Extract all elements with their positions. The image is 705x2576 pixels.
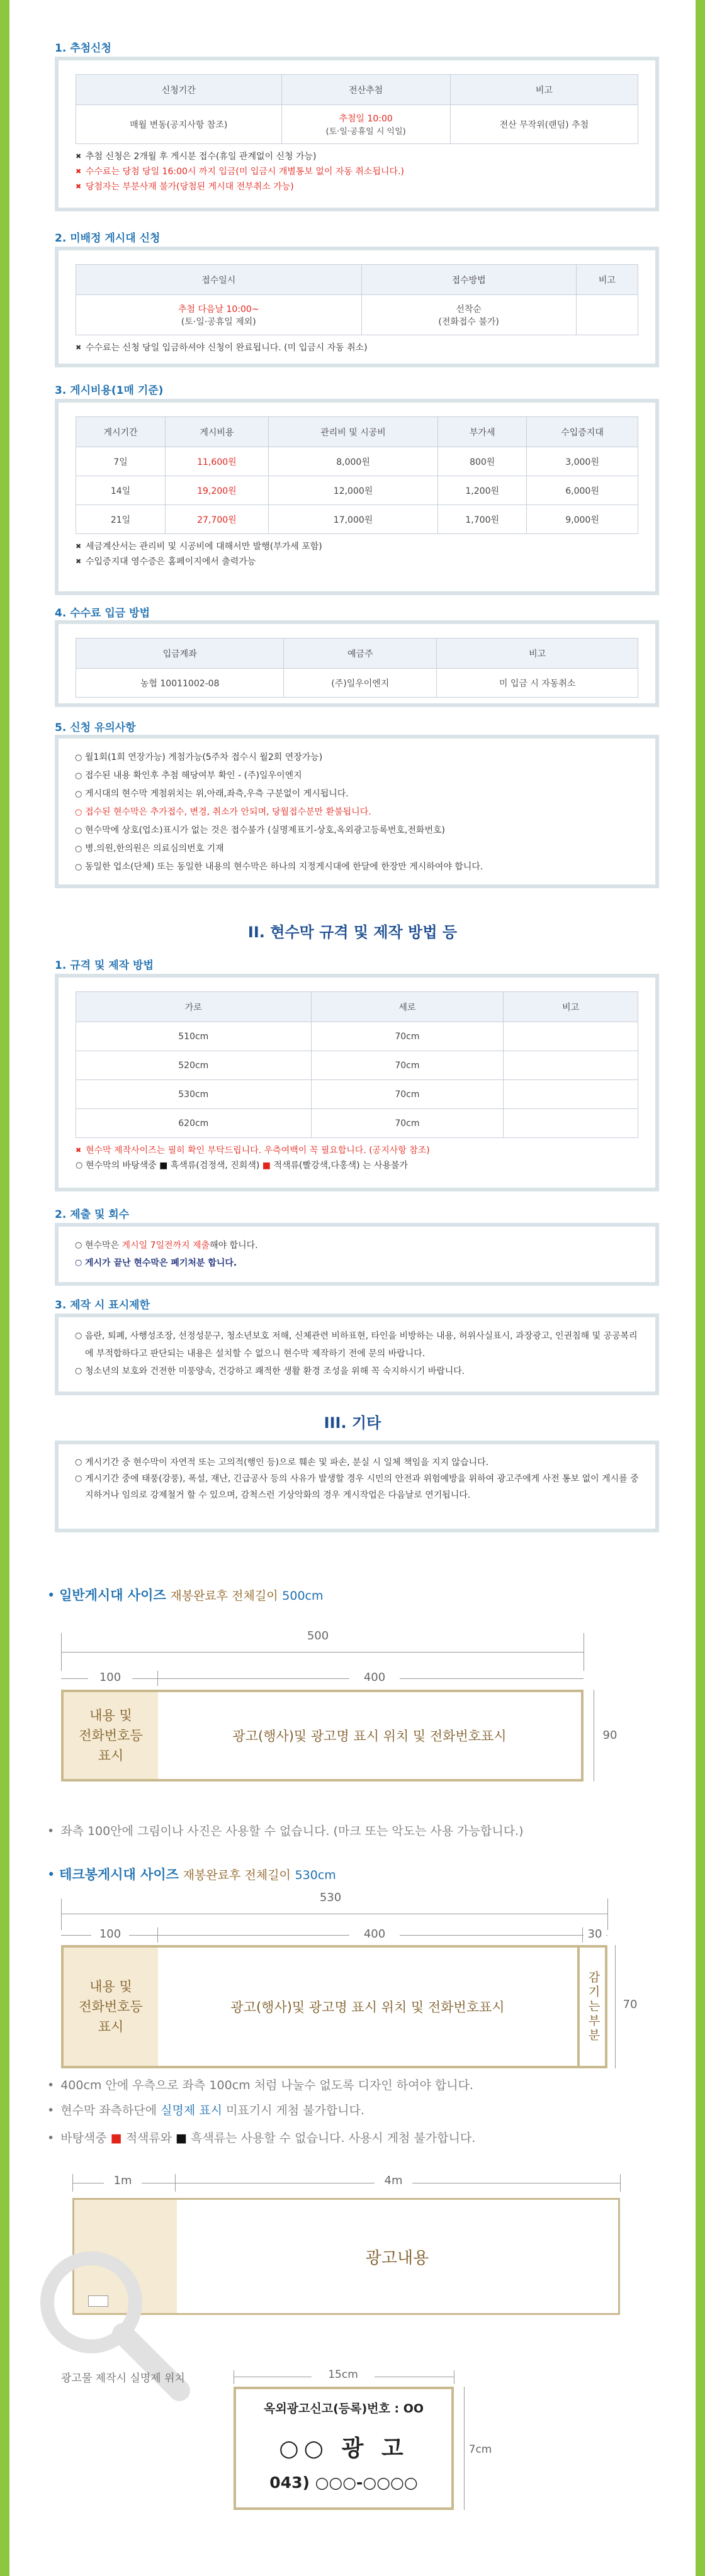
note: ○ 게시대의 현수막 게첨위치는 위,아래,좌측,우측 구분없이 게시됩니다.: [75, 785, 639, 803]
th: 입금계좌: [76, 638, 284, 669]
td-time: [76, 295, 362, 335]
board-left-cell: 내용 및 전화번호등 표시: [64, 1948, 158, 2066]
precaution-notes: [75, 749, 639, 876]
title-part: 재봉완료후 전체길이: [183, 1868, 291, 1882]
dim-line-parts: [61, 1678, 584, 1679]
heading-etc: III. 기타: [324, 1414, 381, 1432]
label-company: ○○ 광 고: [279, 2436, 409, 2462]
cell: [504, 1109, 638, 1138]
note-part: 적색류(빨강색,다홍색): [273, 1161, 360, 1171]
section-spec-box: [55, 974, 659, 1191]
table-row: [76, 1051, 638, 1080]
section-payment-box: [55, 620, 659, 707]
note-part: 해야 합니다.: [210, 1241, 258, 1251]
cell: 14일: [76, 476, 166, 505]
black-square-icon: ■: [159, 1161, 168, 1171]
tech-board-title: • 테크봉게시대 사이즈 재봉완료후 전체길이 530cm: [47, 1867, 336, 1882]
th: 부가세: [438, 417, 527, 447]
table-row: [76, 1022, 638, 1051]
cell: 농협 10011002-08: [76, 669, 284, 698]
table-row: [76, 447, 638, 476]
method-sub: (전화접수 불가): [438, 316, 499, 327]
general-board: [61, 1690, 584, 1781]
th: 비고: [504, 992, 638, 1022]
note-colors: [76, 1158, 638, 1173]
section-title-restriction: 3. 제작 시 표시제한: [55, 1299, 150, 1312]
unassigned-table: [76, 264, 638, 335]
dim-width: 15cm: [312, 2368, 375, 2381]
section-submit-box: [55, 1223, 659, 1286]
time-value: 추첨 다음날 10:00~: [178, 304, 259, 315]
section-title-apply: 1. 추첨신청: [55, 42, 111, 55]
section-cost-box: [55, 399, 659, 595]
th: 수입증지대: [527, 417, 638, 447]
unassigned-notes: [76, 340, 638, 355]
note: ✖ 수수료는 신청 당일 입금하셔야 신청이 완료됩니다. (미 입금시 자동 취소): [76, 340, 638, 355]
th: 가로: [76, 992, 312, 1022]
section-unassigned-box: [55, 247, 659, 367]
spec-notes: [76, 1143, 638, 1173]
cell: 7일: [76, 447, 166, 476]
note-part: 현수막은: [85, 1241, 122, 1251]
dim-tick: [61, 1633, 62, 1671]
dim-tick: [61, 1899, 62, 1930]
method-value: 선착순: [456, 304, 482, 315]
label-registration: 옥외광고신고(등록)번호 : OO: [263, 2402, 424, 2416]
table-row: [76, 1080, 638, 1109]
title-part: 일반게시대 사이즈: [59, 1588, 166, 1603]
section-title-payment: 4. 수수료 입금 방법: [55, 607, 150, 620]
cost-notes: [76, 539, 638, 569]
red-square-icon: ■: [262, 1161, 271, 1171]
section-title-cost: 3. 게시비용(1매 기준): [55, 384, 164, 397]
board-main-cell: 광고(행사)및 광고명 표시 위치 및 전화번호표시: [158, 1948, 580, 2066]
cell: 17,000원: [268, 505, 438, 534]
cell: 27,700원: [166, 505, 269, 534]
th-time: 접수일시: [76, 265, 362, 295]
cell: 9,000원: [527, 505, 638, 534]
cell: 70cm: [311, 1080, 504, 1109]
red-square-icon: ■: [110, 2131, 122, 2145]
th: 관리비 및 시공비: [268, 417, 438, 447]
section-title-spec: 1. 규격 및 제작 방법: [55, 959, 154, 972]
dim-tick: [175, 2174, 176, 2192]
td-method: [361, 295, 576, 335]
note-part: 적색류와: [125, 2131, 172, 2145]
dim-height-line: [464, 2387, 465, 2510]
board-roll-cell: 감기는부분: [586, 1970, 601, 2043]
cell: 19,200원: [166, 476, 269, 505]
th: 세로: [311, 992, 504, 1022]
cell: [504, 1022, 638, 1051]
dim-height-line: [615, 1945, 616, 2068]
dim-left: 100: [91, 1927, 129, 1941]
note-part: 바탕색중: [60, 2131, 111, 2145]
dim-1m: 1m: [104, 2174, 142, 2187]
note-part: 실명제 표시: [161, 2104, 222, 2117]
cell: 70cm: [311, 1109, 504, 1138]
note: ✖ 수입증지대 영수증은 홈페이지에서 출력가능: [76, 554, 638, 569]
section-apply-box: [55, 57, 659, 211]
dim-right: 30: [584, 1927, 606, 1941]
label-sample: [234, 2387, 454, 2510]
note: ○ 청소년의 보호와 건전한 미풍양속, 건강하고 쾌적한 생활 환경 조성을 위해 꼭 숙지하시기 바랍니다.: [75, 1363, 639, 1380]
cell: 70cm: [311, 1022, 504, 1051]
cell: 520cm: [76, 1051, 312, 1080]
note: ○ 접수된 현수막은 추가접수, 변경, 취소가 안되며, 당월접수분만 환불됩니다.: [75, 803, 639, 822]
cell: [504, 1051, 638, 1080]
cell: [504, 1080, 638, 1109]
table-row: [76, 1109, 638, 1138]
cell: 6,000원: [527, 476, 638, 505]
draw-holiday: (토·일·공휴일 시 익일): [325, 127, 406, 137]
th-draw: 전산추첨: [281, 75, 450, 105]
apply-notes: [76, 149, 638, 194]
dim-tick: [157, 1927, 158, 1943]
section-precautions-box: [55, 735, 659, 888]
section-etc-box: [55, 1441, 659, 1532]
dim-total: 500: [280, 1629, 356, 1642]
note-part: 흑색류는 사용할 수 없습니다. 사용시 게첨 불가합니다.: [191, 2131, 476, 2145]
cell: 1,700원: [438, 505, 527, 534]
dim-height: 7cm: [468, 2443, 492, 2456]
submit-notes: [75, 1237, 639, 1272]
note: ✖ 당첨자는 부분사재 불가(당첨된 게시대 전부취소 가능): [76, 179, 638, 194]
dim-line-parts: [61, 1935, 607, 1936]
dim-left: 100: [88, 1671, 132, 1684]
section-title-precautions: 5. 신청 유의사항: [55, 722, 136, 734]
general-board-title: • 일반게시대 사이즈 재봉완료후 전체길이 500cm: [47, 1588, 324, 1603]
section-restriction-box: [55, 1313, 659, 1395]
note: ✖ 수수료는 당첨 당일 16:00시 까지 입금(미 입금시 개별통보 없이 자동 취소됩니다.): [76, 164, 638, 179]
dim-line-total: [61, 1652, 584, 1653]
title-part: 재봉완료후 전체길이: [170, 1589, 278, 1603]
black-square-icon: ■: [176, 2131, 188, 2145]
dim-tick: [72, 2174, 73, 2192]
table-row: [76, 476, 638, 505]
note: ○ 접수된 내용 확인후 추첨 해당여부 확인 - (주)일우이엔지: [75, 767, 639, 785]
cell: 21일: [76, 505, 166, 534]
td-draw-note: 전산 무작위(랜덤) 추첨: [450, 105, 638, 144]
note: ✖ 현수막 제작사이즈는 필히 확인 부탁드립니다. 우측여백이 꼭 필요합니다. (공지사항 참조): [76, 1143, 638, 1158]
apply-table: [76, 74, 638, 144]
note: ○ 게시기간 중에 태풍(강풍), 폭설, 재난, 긴급공사 등의 사유가 발생할 경우 시민의 안전과 위험예방을 위하여 광고주에게 사전 통보 없이 게시를 중지하거나 임의로 강제철거 할 수 있으며, 감척스런 기상악화의 경우 게시작업은 다음날로 연기됩니다.: [75, 1471, 639, 1503]
note-part: 현수막 좌측하단에: [60, 2104, 161, 2117]
th: 비고: [437, 638, 638, 669]
section-title-unassigned: 2. 미배정 게시대 신청: [55, 232, 161, 245]
dim-tick: [620, 2174, 621, 2192]
note-part: 미표기시 게첨 불가합니다.: [222, 2104, 365, 2117]
note: ○ 게시가 끝난 현수막은 폐기처분 합니다.: [75, 1254, 639, 1272]
spec-table: [76, 991, 638, 1138]
table-row: [76, 505, 638, 534]
note: ✖ 추첨 신청은 2개월 후 게시분 접수(휴일 관계없이 신청 가능): [76, 149, 638, 164]
label-position: 광고물 제작시 실명제 위치: [61, 2372, 185, 2385]
title-part: 테크봉게시대 사이즈: [59, 1867, 179, 1882]
cost-table: [76, 416, 638, 534]
td-draw: [281, 105, 450, 144]
board-left-cell: 내용 및 전화번호등 표시: [64, 1692, 158, 1779]
note: ○ 게시기간 중 현수막이 자연적 또는 고의적(행인 등)으로 훼손 및 파손, 분실 시 일체 책임을 지지 않습니다.: [75, 1454, 639, 1471]
cell: (주)일우이엔지: [284, 669, 437, 698]
note: [75, 1237, 639, 1254]
note: ○ 음란, 퇴폐, 사행성조장, 선정성문구, 청소년보호 저해, 신체관련 비하표현, 타인을 비방하는 내용, 허위사실표시, 과장광고, 인권침해 및 공공복리에 부적합하다고 판단되는 내용은 설치할 수 없으니 현수막 제작하기 전에 문의 바랍니다.: [75, 1327, 639, 1363]
th: 예금주: [284, 638, 437, 669]
draw-time: 추첨일 10:00: [339, 114, 393, 124]
page: [9, 0, 696, 2576]
td-empty: [576, 295, 638, 335]
cell: 800원: [438, 447, 527, 476]
payment-table: [76, 638, 638, 698]
cell: 620cm: [76, 1109, 312, 1138]
cell: 70cm: [311, 1051, 504, 1080]
dim-right: 400: [349, 1671, 400, 1684]
th-note: 비고: [450, 75, 638, 105]
dim-4m: 4m: [375, 2174, 412, 2187]
note-part: 게시일 7일전까지 제출: [121, 1241, 210, 1251]
cell: 510cm: [76, 1022, 312, 1051]
dim-mid: 400: [349, 1927, 400, 1941]
note-part: 는 사용불가: [359, 1161, 409, 1171]
dim-height: 70: [623, 1998, 638, 2011]
label-phone: 043) ○○○-○○○○: [269, 2473, 418, 2492]
title-part: 530cm: [295, 1868, 336, 1882]
note: ○ 동일한 업소(단체) 또는 동일한 내용의 현수막은 하나의 지정게시대에 한달에 한장만 게시하여야 합니다.: [75, 858, 639, 876]
cell: 1,200원: [438, 476, 527, 505]
bullet-note: [47, 2101, 364, 2118]
note: ○ 월1회(1회 연장가능) 게첨가능(5주차 접수시 월2회 연장가능): [75, 749, 639, 767]
bullet-note: • 400cm 안에 우측으로 좌측 100cm 처럼 나눌수 없도록 디자인 하여야 합니다.: [47, 2076, 473, 2093]
banner-content: 광고내용: [365, 2248, 429, 2268]
etc-notes: [75, 1454, 639, 1503]
th: 게시비용: [166, 417, 269, 447]
note: ○ 현수막에 상호(업소)표시가 없는 것은 접수불가 (실명제표기-상호,옥외광고등록번호,전화번호): [75, 822, 639, 840]
time-sub: (토·일·공휴일 제외): [181, 316, 256, 327]
note-part: 흑색류(검정색, 진회색): [170, 1161, 260, 1171]
section-title-submit: 2. 제출 및 회수: [55, 1208, 130, 1221]
board-main-cell: 광고(행사)및 광고명 표시 위치 및 전화번호표시: [232, 1729, 507, 1744]
note-part: 현수막의 바탕색중: [86, 1161, 160, 1171]
th-note: 비고: [576, 265, 638, 295]
cell: 11,600원: [166, 447, 269, 476]
restriction-notes: [75, 1327, 639, 1380]
general-note: • 좌측 100안에 그림이나 사진은 사용할 수 없습니다. (마크 또는 악도는 사용 가능합니다.): [47, 1822, 524, 1839]
dim-tick: [582, 1927, 583, 1943]
cell: 3,000원: [527, 447, 638, 476]
note: ○ 병.의원,한의원은 의료심의번호 기재: [75, 840, 639, 858]
td-period: 매월 변동(공지사항 참조): [76, 105, 282, 144]
bullet-note: [47, 2129, 475, 2146]
cell: 미 입금 시 자동취소: [437, 669, 638, 698]
th-period: 신청기간: [76, 75, 282, 105]
dim-total: 530: [293, 1891, 368, 1904]
tech-board: [61, 1945, 607, 2068]
title-part: 500cm: [282, 1589, 324, 1603]
note: ✖ 세금계산서는 관리비 및 시공비에 대해서만 발행(부가세 포함): [76, 539, 638, 554]
dim-tick: [607, 1899, 608, 1930]
cell: 8,000원: [268, 447, 438, 476]
cell: 12,000원: [268, 476, 438, 505]
heading-banner-spec: II. 현수막 규격 및 제작 방법 등: [247, 923, 458, 941]
th-method: 접수방법: [361, 265, 576, 295]
cell: 530cm: [76, 1080, 312, 1109]
dim-tick: [157, 1671, 158, 1686]
th: 게시기간: [76, 417, 166, 447]
dim-height: 90: [602, 1729, 618, 1742]
